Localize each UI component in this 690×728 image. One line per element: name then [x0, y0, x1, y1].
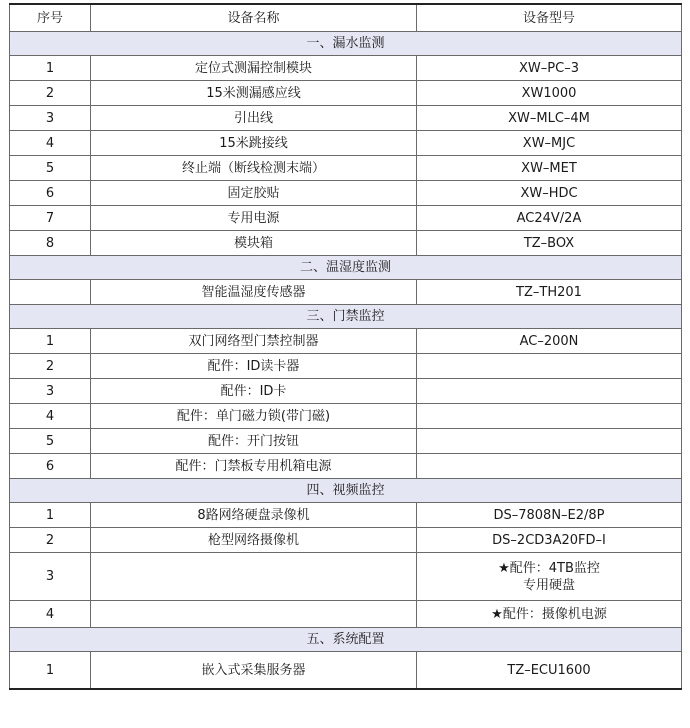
name-cell: 15米测漏感应线: [91, 81, 417, 106]
seq-cell: 2: [10, 354, 91, 379]
model-cell: [417, 454, 682, 479]
header-name: 设备名称: [91, 4, 417, 32]
model-cell: XW–HDC: [417, 181, 682, 206]
model-cell: XW–MET: [417, 156, 682, 181]
name-cell: 智能温湿度传感器: [91, 280, 417, 305]
model-cell: DS–2CD3A20FD–I: [417, 528, 682, 553]
table-row: [10, 379, 682, 404]
header-row: [10, 4, 682, 32]
table-row: [10, 131, 682, 156]
section-row: [10, 628, 682, 652]
equipment-table: [9, 3, 682, 690]
section-row: [10, 479, 682, 503]
seq-cell: 6: [10, 181, 91, 206]
seq-cell: 1: [10, 56, 91, 81]
table-row: [10, 231, 682, 256]
model-cell: TZ–ECU1600: [417, 652, 682, 690]
seq-cell: 4: [10, 601, 91, 628]
model-cell: AC–200N: [417, 329, 682, 354]
seq-cell: [10, 280, 91, 305]
name-cell: 嵌入式采集服务器: [91, 652, 417, 690]
model-cell: TZ–BOX: [417, 231, 682, 256]
model-cell: [417, 354, 682, 379]
table-row: [10, 652, 682, 690]
model-cell: XW–MJC: [417, 131, 682, 156]
table-row: [10, 354, 682, 379]
seq-cell: 2: [10, 528, 91, 553]
table-row: [10, 553, 682, 601]
seq-cell: 4: [10, 404, 91, 429]
name-cell: 枪型网络摄像机: [91, 528, 417, 553]
table-row: [10, 404, 682, 429]
table-row: [10, 81, 682, 106]
name-cell: 配件：ID读卡器: [91, 354, 417, 379]
section-title: 二、温湿度监测: [10, 256, 682, 280]
table-row: [10, 280, 682, 305]
table-row: [10, 454, 682, 479]
seq-cell: 5: [10, 156, 91, 181]
section-row: [10, 305, 682, 329]
name-cell: 模块箱: [91, 231, 417, 256]
table-row: [10, 106, 682, 131]
model-cell: XW–PC–3: [417, 56, 682, 81]
name-cell: 15米跳接线: [91, 131, 417, 156]
seq-cell: 7: [10, 206, 91, 231]
name-cell: 双门网络型门禁控制器: [91, 329, 417, 354]
seq-cell: 1: [10, 329, 91, 354]
table-row: [10, 601, 682, 628]
model-cell: AC24V/2A: [417, 206, 682, 231]
name-cell: [91, 601, 417, 628]
header-model: 设备型号: [417, 4, 682, 32]
equipment-table-body: [10, 4, 682, 689]
name-cell: 固定胶贴: [91, 181, 417, 206]
seq-cell: 4: [10, 131, 91, 156]
table-row: [10, 56, 682, 81]
table-row: [10, 329, 682, 354]
table-row: [10, 503, 682, 528]
seq-cell: 8: [10, 231, 91, 256]
seq-cell: 1: [10, 652, 91, 690]
name-cell: 专用电源: [91, 206, 417, 231]
table-row: [10, 181, 682, 206]
seq-cell: 3: [10, 553, 91, 601]
model-cell: [417, 379, 682, 404]
seq-cell: 2: [10, 81, 91, 106]
model-cell: ★配件：摄像机电源: [417, 601, 682, 628]
model-cell: XW1000: [417, 81, 682, 106]
name-cell: 配件：ID卡: [91, 379, 417, 404]
table-row: [10, 429, 682, 454]
model-cell: DS–7808N–E2/8P: [417, 503, 682, 528]
section-title: 一、漏水监测: [10, 32, 682, 56]
name-cell: 配件：开门按钮: [91, 429, 417, 454]
name-cell: 配件：单门磁力锁(带门磁): [91, 404, 417, 429]
seq-cell: 3: [10, 106, 91, 131]
section-title: 五、系统配置: [10, 628, 682, 652]
table-row: [10, 156, 682, 181]
model-cell: TZ–TH201: [417, 280, 682, 305]
name-cell: 终止端（断线检测末端）: [91, 156, 417, 181]
table-row: [10, 528, 682, 553]
name-cell: 配件：门禁板专用机箱电源: [91, 454, 417, 479]
section-title: 三、门禁监控: [10, 305, 682, 329]
seq-cell: 5: [10, 429, 91, 454]
seq-cell: 3: [10, 379, 91, 404]
name-cell: [91, 553, 417, 601]
header-seq: 序号: [10, 4, 91, 32]
section-row: [10, 32, 682, 56]
name-cell: 定位式测漏控制模块: [91, 56, 417, 81]
seq-cell: 1: [10, 503, 91, 528]
name-cell: 引出线: [91, 106, 417, 131]
model-cell: XW–MLC–4M: [417, 106, 682, 131]
seq-cell: 6: [10, 454, 91, 479]
model-cell: [417, 404, 682, 429]
section-title: 四、视频监控: [10, 479, 682, 503]
section-row: [10, 256, 682, 280]
model-cell: ★配件：4TB监控 专用硬盘: [417, 553, 682, 601]
name-cell: 8路网络硬盘录像机: [91, 503, 417, 528]
model-cell: [417, 429, 682, 454]
table-row: [10, 206, 682, 231]
